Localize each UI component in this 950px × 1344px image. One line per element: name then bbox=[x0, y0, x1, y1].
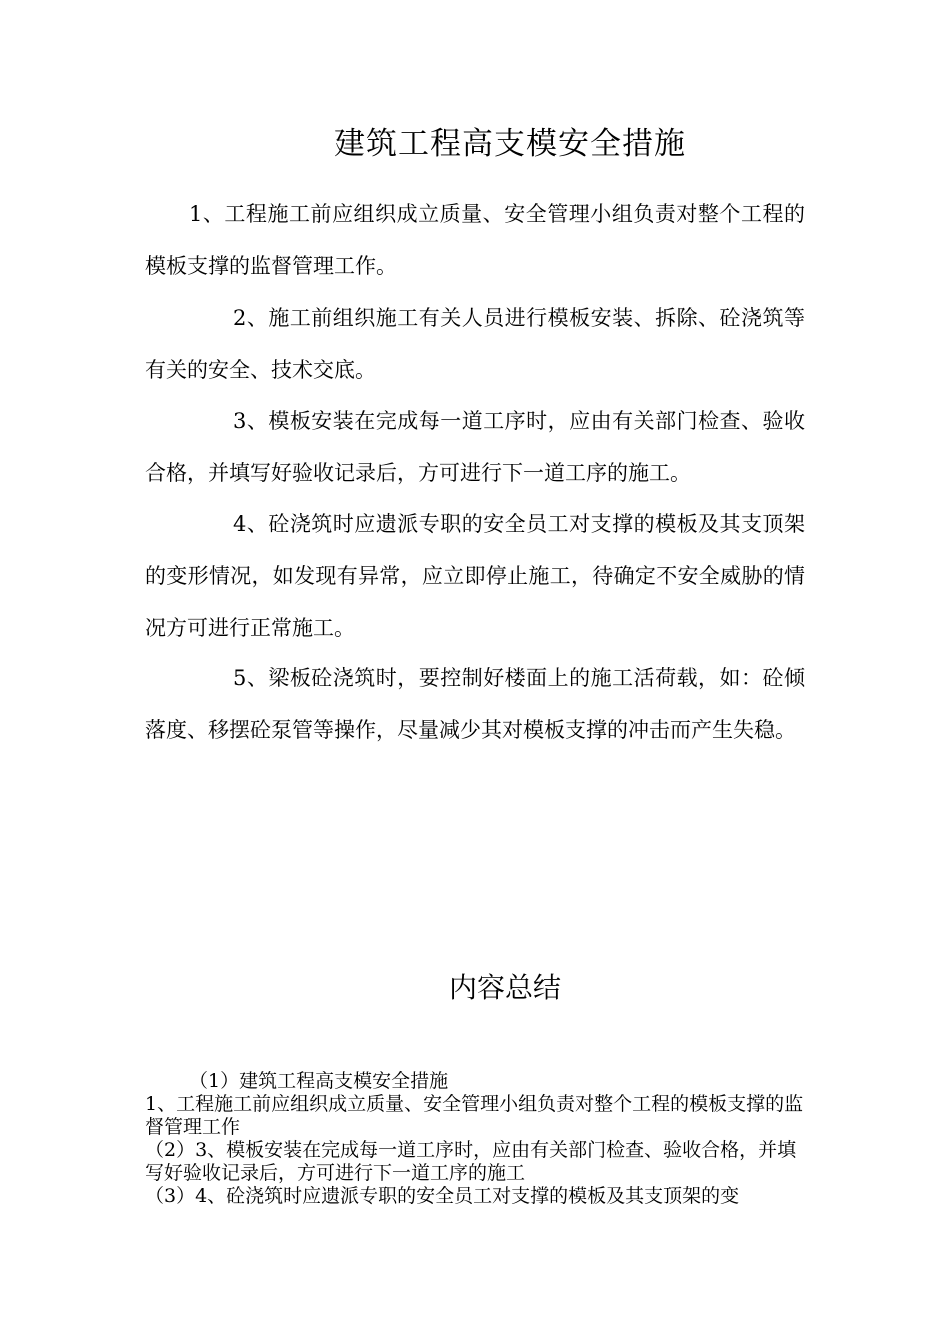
summary-line: （1）建筑工程高支模安全措施 bbox=[189, 1070, 449, 1092]
paragraph-text: 1、工程施工前应组织成立质量、安全管理小组负责对整个工程的模板支撑的监督管理工作。 bbox=[145, 202, 805, 278]
summary-block bbox=[145, 1070, 810, 1208]
summary-line: （3）4、砼浇筑时应遗派专职的安全员工对支撑的模板及其支顶架的变 bbox=[145, 1185, 740, 1207]
paragraph-1 bbox=[145, 188, 805, 292]
summary-line: （2）3、模板安装在完成每一道工序时，应由有关部门检查、验收合格，并填写好验收记录后，方可进行下一道工序的施工 bbox=[145, 1139, 797, 1184]
paragraph-3 bbox=[145, 395, 805, 499]
paragraph-5 bbox=[145, 652, 805, 756]
paragraph-4 bbox=[145, 498, 805, 654]
document-title: 建筑工程高支模安全措施 bbox=[334, 126, 686, 162]
paragraph-2 bbox=[145, 292, 805, 396]
summary-title: 内容总结 bbox=[448, 971, 561, 1004]
paragraph-text: 5、梁板砼浇筑时，要控制好楼面上的施工活荷载，如：砼倾落度、移摆砼泵管等操作，尽量减少其对模板支撑的冲击而产生失稳。 bbox=[145, 666, 805, 742]
paragraph-text: 4、砼浇筑时应遗派专职的安全员工对支撑的模板及其支顶架的变形情况，如发现有异常，应立即停止施工，待确定不安全威胁的情况方可进行正常施工。 bbox=[145, 512, 805, 640]
paragraph-text: 2、施工前组织施工有关人员进行模板安装、拆除、砼浇筑等有关的安全、技术交底。 bbox=[145, 306, 805, 382]
paragraph-text: 3、模板安装在完成每一道工序时，应由有关部门检查、验收合格，并填写好验收记录后，方可进行下一道工序的施工。 bbox=[145, 409, 805, 485]
summary-line: 1、工程施工前应组织成立质量、安全管理小组负责对整个工程的模板支撑的监督管理工作 bbox=[145, 1093, 804, 1138]
